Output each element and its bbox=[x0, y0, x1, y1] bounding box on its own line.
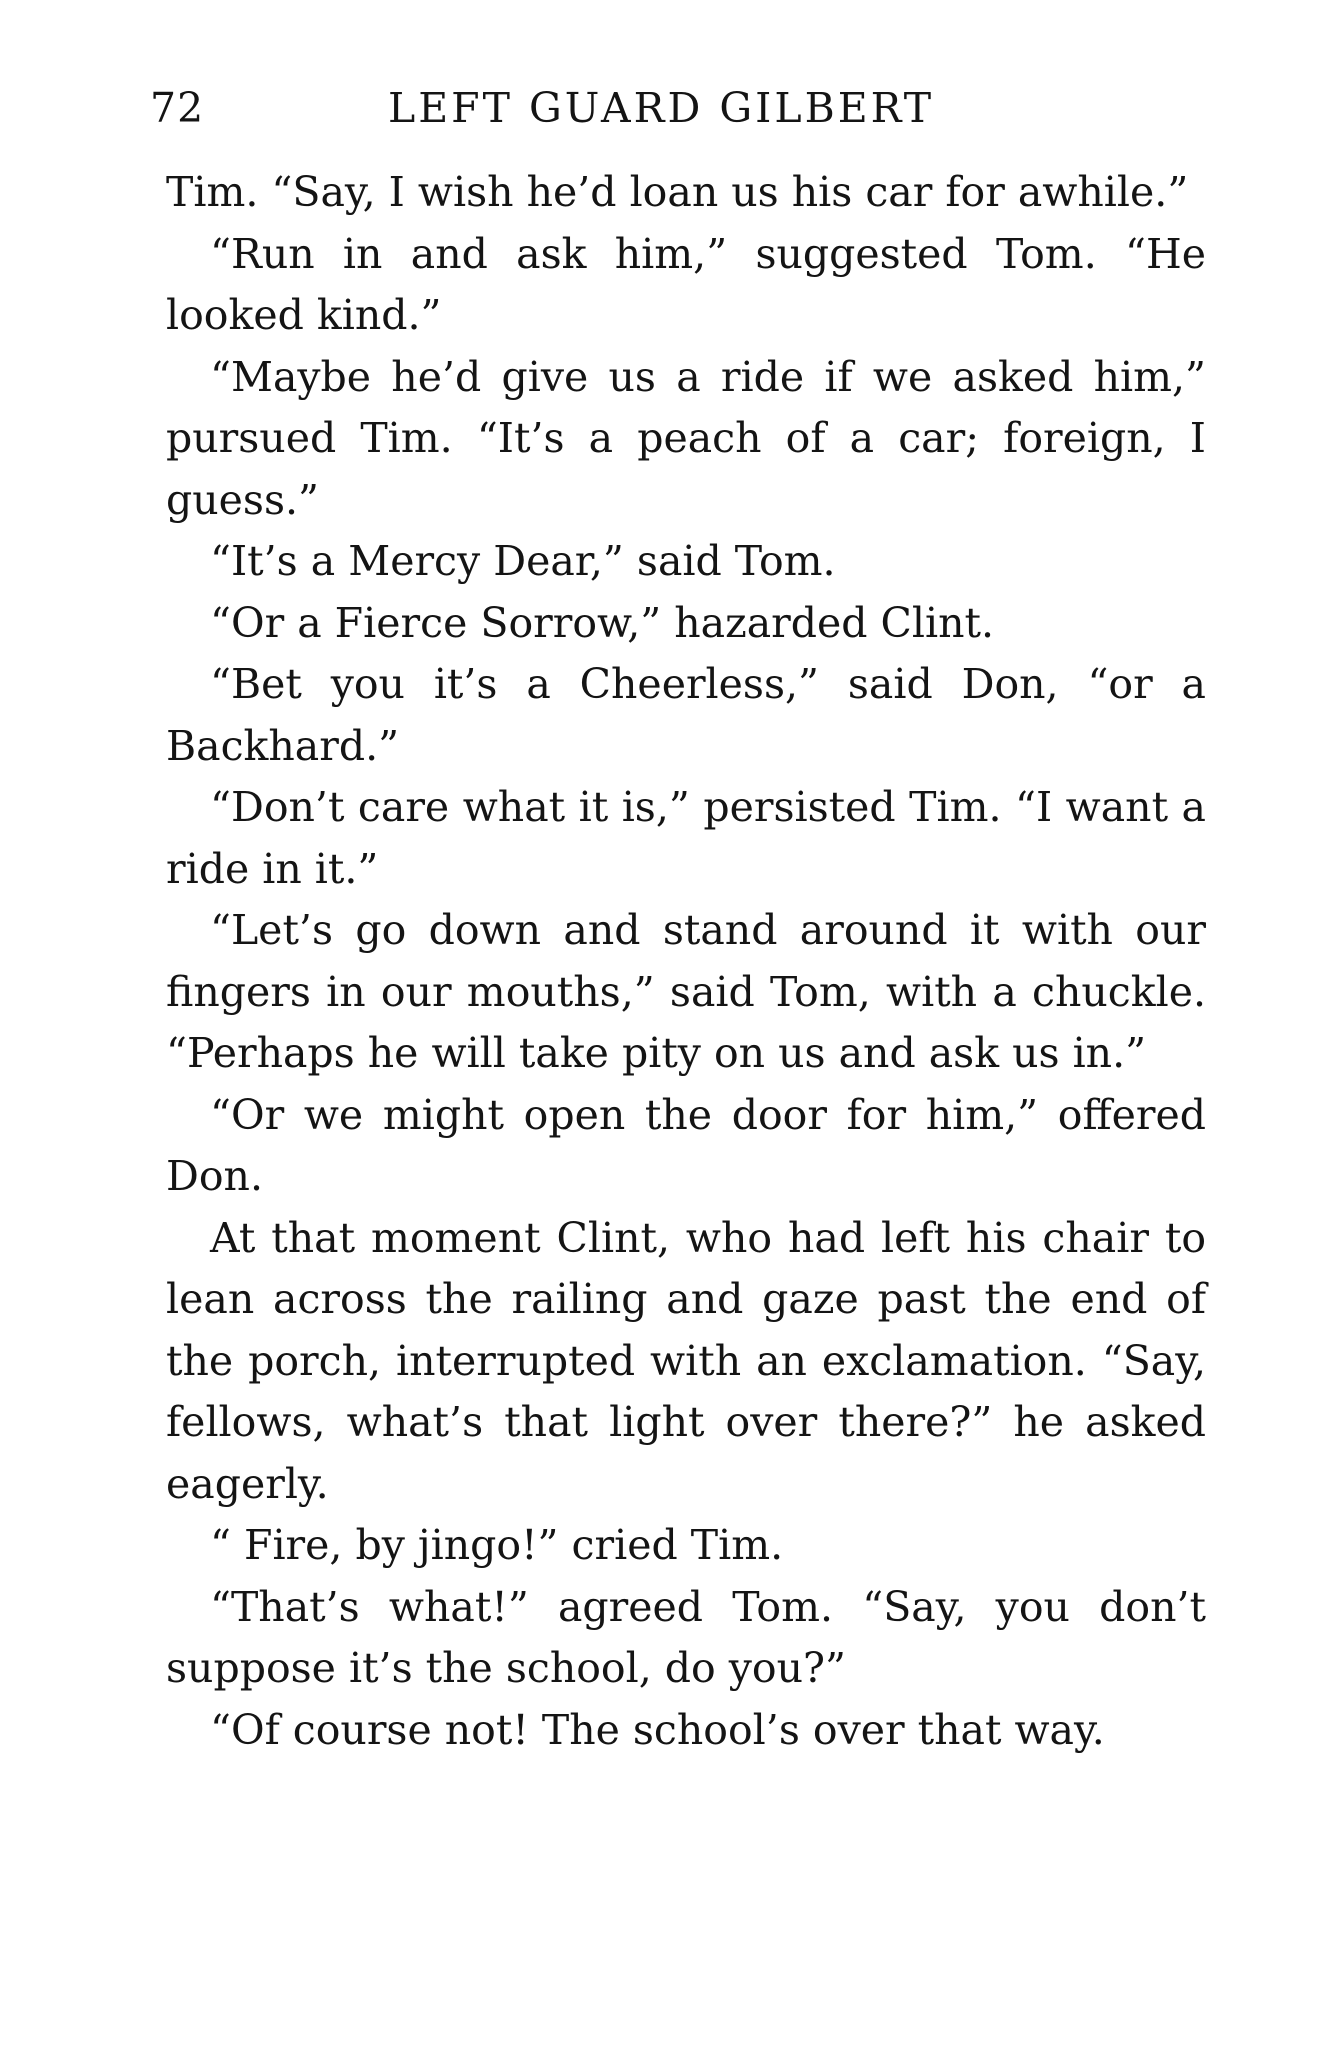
paragraph: “ Fire, by jingo!” cried Tim. bbox=[210, 1521, 784, 1569]
paragraph: “Maybe he’d give us a ride if we asked him,” pursued Tim. “It’s a peach of a car; foreign, I guess.” bbox=[166, 352, 1206, 524]
running-title: LEFT GUARD GILBERT bbox=[388, 84, 935, 132]
paragraph: At that moment Clint, who had left his chair to lean across the railing and gaze past the end of the porch, interrupted with an exclamation. “Say, fellows, what’s that light over there?” he asked eagerly. bbox=[166, 1213, 1206, 1508]
paragraph: “Or we might open the door for him,” offered Don. bbox=[166, 1090, 1206, 1200]
paragraph-continued: Tim. “Say, I wish he’d loan us his car for awhile.” bbox=[166, 168, 1189, 216]
paragraph: “Of course not! The school’s over that way. bbox=[210, 1705, 1105, 1754]
paragraph: “Let’s go down and stand around it with our fingers in our mouths,” said Tom, with a chuckle. “Perhaps he will take pity on us and ask us in.” bbox=[166, 906, 1206, 1077]
running-head bbox=[150, 78, 1190, 138]
paragraph: “Don’t care what it is,” persisted Tim. “I want a ride in it.” bbox=[166, 783, 1206, 893]
paragraph: “Or a Fierce Sorrow,” hazarded Clint. bbox=[210, 598, 995, 647]
page-number: 72 bbox=[150, 84, 205, 132]
paragraph: “It’s a Mercy Dear,” said Tom. bbox=[210, 537, 836, 585]
body-text bbox=[166, 162, 1206, 1761]
paragraph: “Run in and ask him,” suggested Tom. “He looked kind.” bbox=[166, 229, 1206, 339]
paragraph: “Bet you it’s a Cheerless,” said Don, “or a Backhard.” bbox=[166, 660, 1206, 770]
paragraph: “That’s what!” agreed Tom. “Say, you don’t suppose it’s the school, do you?” bbox=[166, 1582, 1206, 1692]
